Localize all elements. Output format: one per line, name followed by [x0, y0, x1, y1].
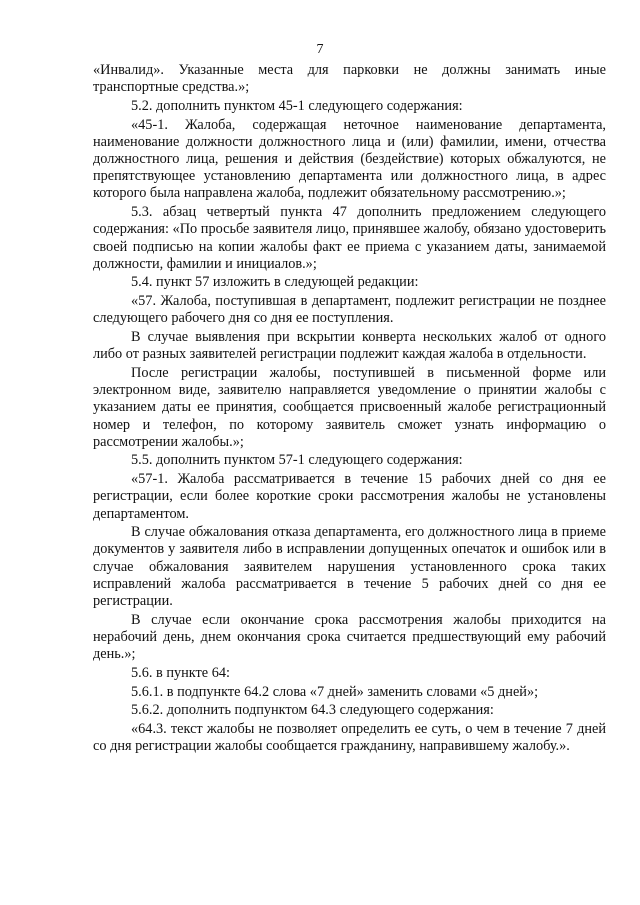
paragraph: 5.5. дополнить пунктом 57-1 следующего содержания:	[131, 452, 463, 469]
paragraph: В случае обжалования отказа департамента, его должностного лица в приеме документов у заявителя либо в исправлении допущенных опечаток и ошибок или в случае обжалования заявителем нарушения установленного срока таких исправлений жалоба рассматривается в течение 5 рабочих дней со дня ее регистрации.	[93, 524, 606, 610]
paragraph: 5.2. дополнить пунктом 45-1 следующего содержания:	[131, 97, 463, 114]
paragraph: После регистрации жалобы, поступившей в письменной форме или электронном виде, заявителю направляется уведомление о принятии жалобы с указанием даты ее принятия, сообщается присвоенный жалобе регистрационный номер и телефон, по которому заявитель сможет узнать информацию о рассмотрении жалобы.»;	[93, 364, 606, 450]
paragraph: «57. Жалоба, поступившая в департамент, подлежит регистрации не позднее следующего рабочего дня со дня ее поступления.	[93, 293, 606, 327]
paragraph: В случае выявления при вскрытии конверта нескольких жалоб от одного либо от разных заявителей регистрации подлежит каждая жалоба в отдельности.	[93, 329, 606, 363]
paragraph: «45-1. Жалоба, содержащая неточное наименование департамента, наименование должности должностного лица и (или) фамилии, имени, отчества должностного лица, решения и действия (бездействие) которых обжалуются, не препятствующее установлению департамента или должностного лица, в адрес которого была направлена жалоба, подлежит обязательному рассмотрению.»;	[93, 116, 606, 202]
paragraph: «Инвалид». Указанные места для парковки не должны занимать иные транспортные средства.»;	[93, 62, 606, 96]
paragraph: «57-1. Жалоба рассматривается в течение 15 рабочих дней со дня ее регистрации, если более короткие сроки рассмотрения жалобы не установлены департаментом.	[93, 471, 606, 522]
paragraph: В случае если окончание срока рассмотрения жалобы приходится на нерабочий день, днем окончания срока считается предшествующий ему рабочий день.»;	[93, 611, 606, 663]
paragraph: 5.6.2. дополнить подпунктом 64.3 следующего содержания:	[131, 702, 494, 719]
paragraph: 5.4. пункт 57 изложить в следующей редакции:	[131, 274, 419, 291]
paragraph: 5.6. в пункте 64:	[131, 664, 230, 681]
document-body	[93, 62, 606, 757]
paragraph: «64.3. текст жалобы не позволяет определить ее суть, о чем в течение 7 дней со дня регистрации жалобы сообщается гражданину, направившему жалобу.».	[93, 721, 606, 755]
paragraph: 5.3. абзац четвертый пункта 47 дополнить предложением следующего содержания: «По просьбе заявителя лицо, принявшее жалобу, обязано удостоверить своей подписью на копии жалобы факт ее приема с указанием даты, занимаемой должности, фамилии и инициалов.»;	[93, 204, 606, 272]
page-number: 7	[316, 42, 324, 57]
paragraph: 5.6.1. в подпункте 64.2 слова «7 дней» заменить словами «5 дней»;	[131, 683, 539, 700]
